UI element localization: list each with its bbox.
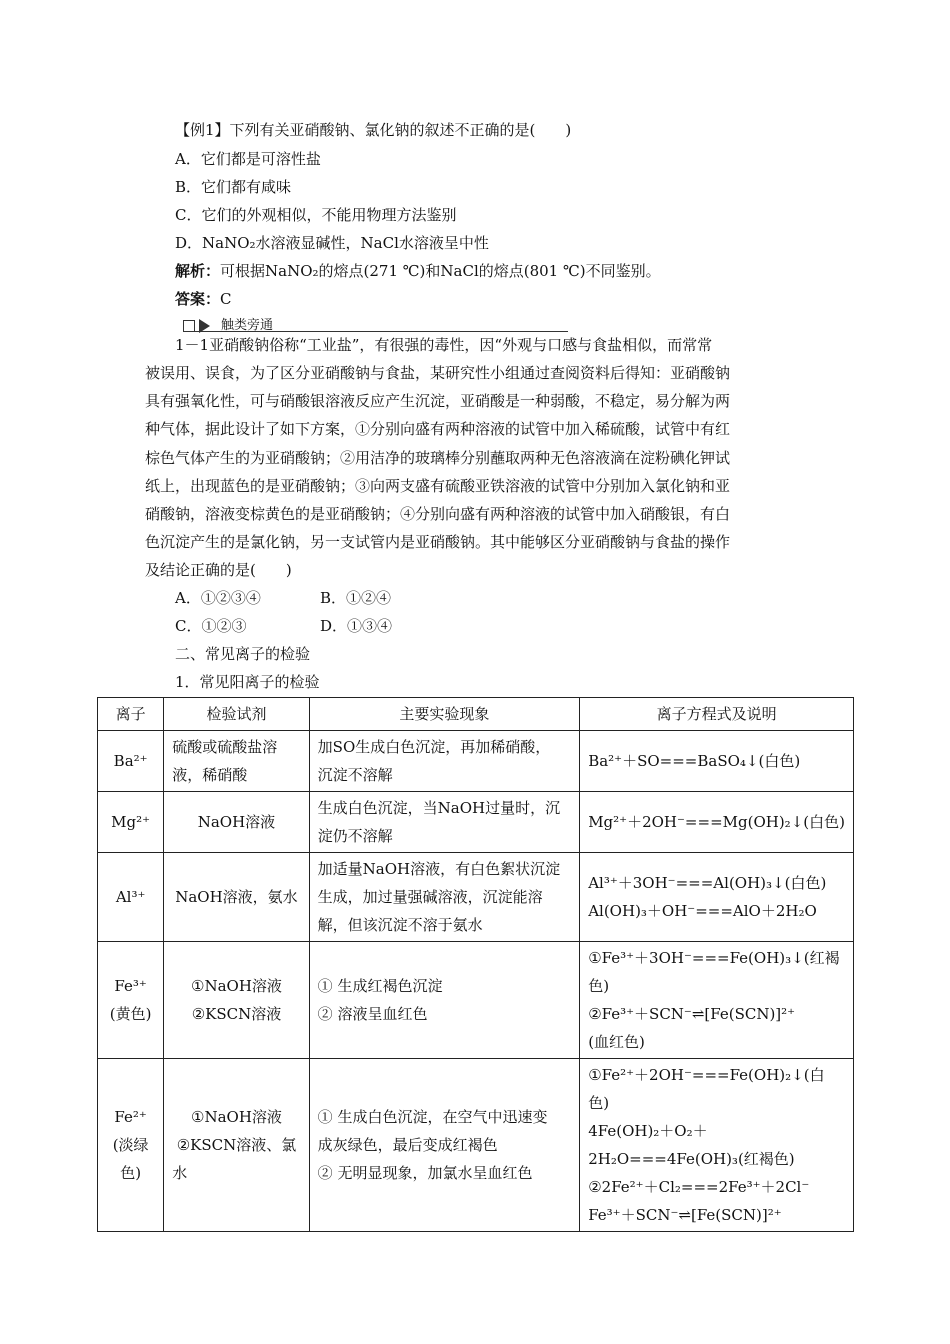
table-row (98, 792, 854, 853)
practice-line: 1－1亚硝酸钠俗称“工业盐”，有很强的毒性，因“外观与口感与食盐相似，而常常 (175, 336, 713, 354)
reagent-cell: 硫酸或硫酸盐溶 液，稀硝酸 (164, 731, 309, 792)
analysis-line (175, 257, 661, 285)
ion-cell: Mg²⁺ (98, 792, 164, 853)
equation-cell: ①Fe³⁺＋3OH⁻===Fe(OH)₃↓(红褐 色) ②Fe³⁺＋SCN⁻⇌[Fe(SCN)]²⁺ (血红色) (580, 942, 854, 1059)
reagent-cell: ①NaOH溶液 ②KSCN溶液 (164, 942, 309, 1059)
example-option-a: A．它们都是可溶性盐 (175, 150, 321, 168)
equation-cell: Mg²⁺＋2OH⁻===Mg(OH)₂↓(白色) (580, 792, 854, 853)
practice-line: 具有强氧化性，可与硝酸银溶液反应产生沉淀，亚硝酸是一种弱酸，不稳定，易分解为两 (145, 392, 731, 410)
analysis-text: 可根据NaNO₂的熔点(271 ℃)和NaCl的熔点(801 ℃)不同鉴别。 (220, 262, 661, 280)
reagent-cell: NaOH溶液，氨水 (164, 853, 309, 942)
practice-line: 及结论正确的是( ) (145, 561, 292, 579)
answer-text: C (220, 290, 232, 308)
banner-title: 触类旁通 (221, 318, 274, 333)
practice-option-d: D．①③④ (320, 617, 393, 635)
header-reagent: 检验试剂 (164, 698, 309, 731)
phenomenon-cell: 加适量NaOH溶液，有白色絮状沉淀 生成，加过量强碱溶液，沉淀能溶 解，但该沉淀不溶于氨水 (309, 853, 580, 942)
reagent-cell: ①NaOH溶液 ②KSCN溶液、氯 水 (164, 1059, 309, 1232)
equation-cell: ①Fe²⁺＋2OH⁻===Fe(OH)₂↓(白 色) 4Fe(OH)₂＋O₂＋ 2H₂O===4Fe(OH)₃(红褐色) ②2Fe²⁺＋Cl₂===2Fe³⁺＋2Cl⁻ Fe³⁺＋SCN⁻⇌[Fe(SCN)]²⁺ (580, 1059, 854, 1232)
phenomenon-cell: 生成白色沉淀，当NaOH过量时，沉 淀仍不溶解 (309, 792, 580, 853)
practice-line: 硝酸钠，溶液变棕黄色的是亚硝酸钠；④分别向盛有两种溶液的试管中加入硝酸银，有白 (145, 505, 731, 523)
phenomenon-cell: ① 生成白色沉淀，在空气中迅速变 成灰绿色，最后变成红褐色 ② 无明显现象，加氯水呈血红色 (309, 1059, 580, 1232)
header-phenomenon: 主要实验现象 (309, 698, 580, 731)
phenomenon-cell: 加SO生成白色沉淀，再加稀硝酸， 沉淀不溶解 (309, 731, 580, 792)
answer-label: 答案： (175, 290, 221, 308)
example-option-b: B．它们都有咸味 (175, 178, 292, 196)
reagent-cell: NaOH溶液 (164, 792, 309, 853)
analysis-label: 解析： (175, 262, 221, 280)
table-row (98, 1059, 854, 1232)
table-row (98, 942, 854, 1059)
practice-line: 色沉淀产生的是氯化钠，另一支试管内是亚硝酸钠。其中能够区分亚硝酸钠与食盐的操作 (145, 533, 731, 551)
practice-line: 被误用、误食，为了区分亚硝酸钠与食盐，某研究性小组通过查阅资料后得知：亚硝酸钠 (145, 364, 731, 382)
practice-line: 棕色气体产生的为亚硝酸钠；②用洁净的玻璃棒分别蘸取两种无色溶液滴在淀粉碘化钾试 (145, 449, 731, 467)
table-header-row (98, 698, 854, 731)
header-ion: 离子 (98, 698, 164, 731)
table-row (98, 731, 854, 792)
practice-option-b: B．①②④ (320, 589, 392, 607)
practice-option-c: C．①②③ (175, 617, 247, 635)
equation-cell: Ba²⁺＋SO===BaSO₄↓(白色) (580, 731, 854, 792)
cation-test-table (97, 697, 854, 1232)
ion-cell: Fe³⁺ (黄色) (98, 942, 164, 1059)
ion-cell: Ba²⁺ (98, 731, 164, 792)
practice-line: 纸上，出现蓝色的是亚硝酸钠；③向两支盛有硫酸亚铁溶液的试管中分别加入氯化钠和亚 (145, 477, 731, 495)
subsection-title: 1．常见阳离子的检验 (175, 673, 320, 691)
example-question: 【例1】下列有关亚硝酸钠、氯化钠的叙述不正确的是( ) (175, 121, 572, 139)
table-row (98, 853, 854, 942)
practice-option-a: A．①②③④ (175, 589, 261, 607)
example-option-d: D．NaNO₂水溶液显碱性，NaCl水溶液呈中性 (175, 234, 489, 252)
ion-cell: Fe²⁺ (淡绿 色) (98, 1059, 164, 1232)
answer-line (175, 285, 232, 313)
ion-cell: Al³⁺ (98, 853, 164, 942)
section-title: 二、常见离子的检验 (175, 645, 311, 663)
example-option-c: C．它们的外观相似，不能用物理方法鉴别 (175, 206, 457, 224)
phenomenon-cell: ① 生成红褐色沉淀 ② 溶液呈血红色 (309, 942, 580, 1059)
equation-cell: Al³⁺＋3OH⁻===Al(OH)₃↓(白色) Al(OH)₃＋OH⁻===AlO＋2H₂O (580, 853, 854, 942)
practice-line: 种气体，据此设计了如下方案，①分别向盛有两种溶液的试管中加入稀硫酸，试管中有红 (145, 420, 731, 438)
header-equation: 离子方程式及说明 (580, 698, 854, 731)
